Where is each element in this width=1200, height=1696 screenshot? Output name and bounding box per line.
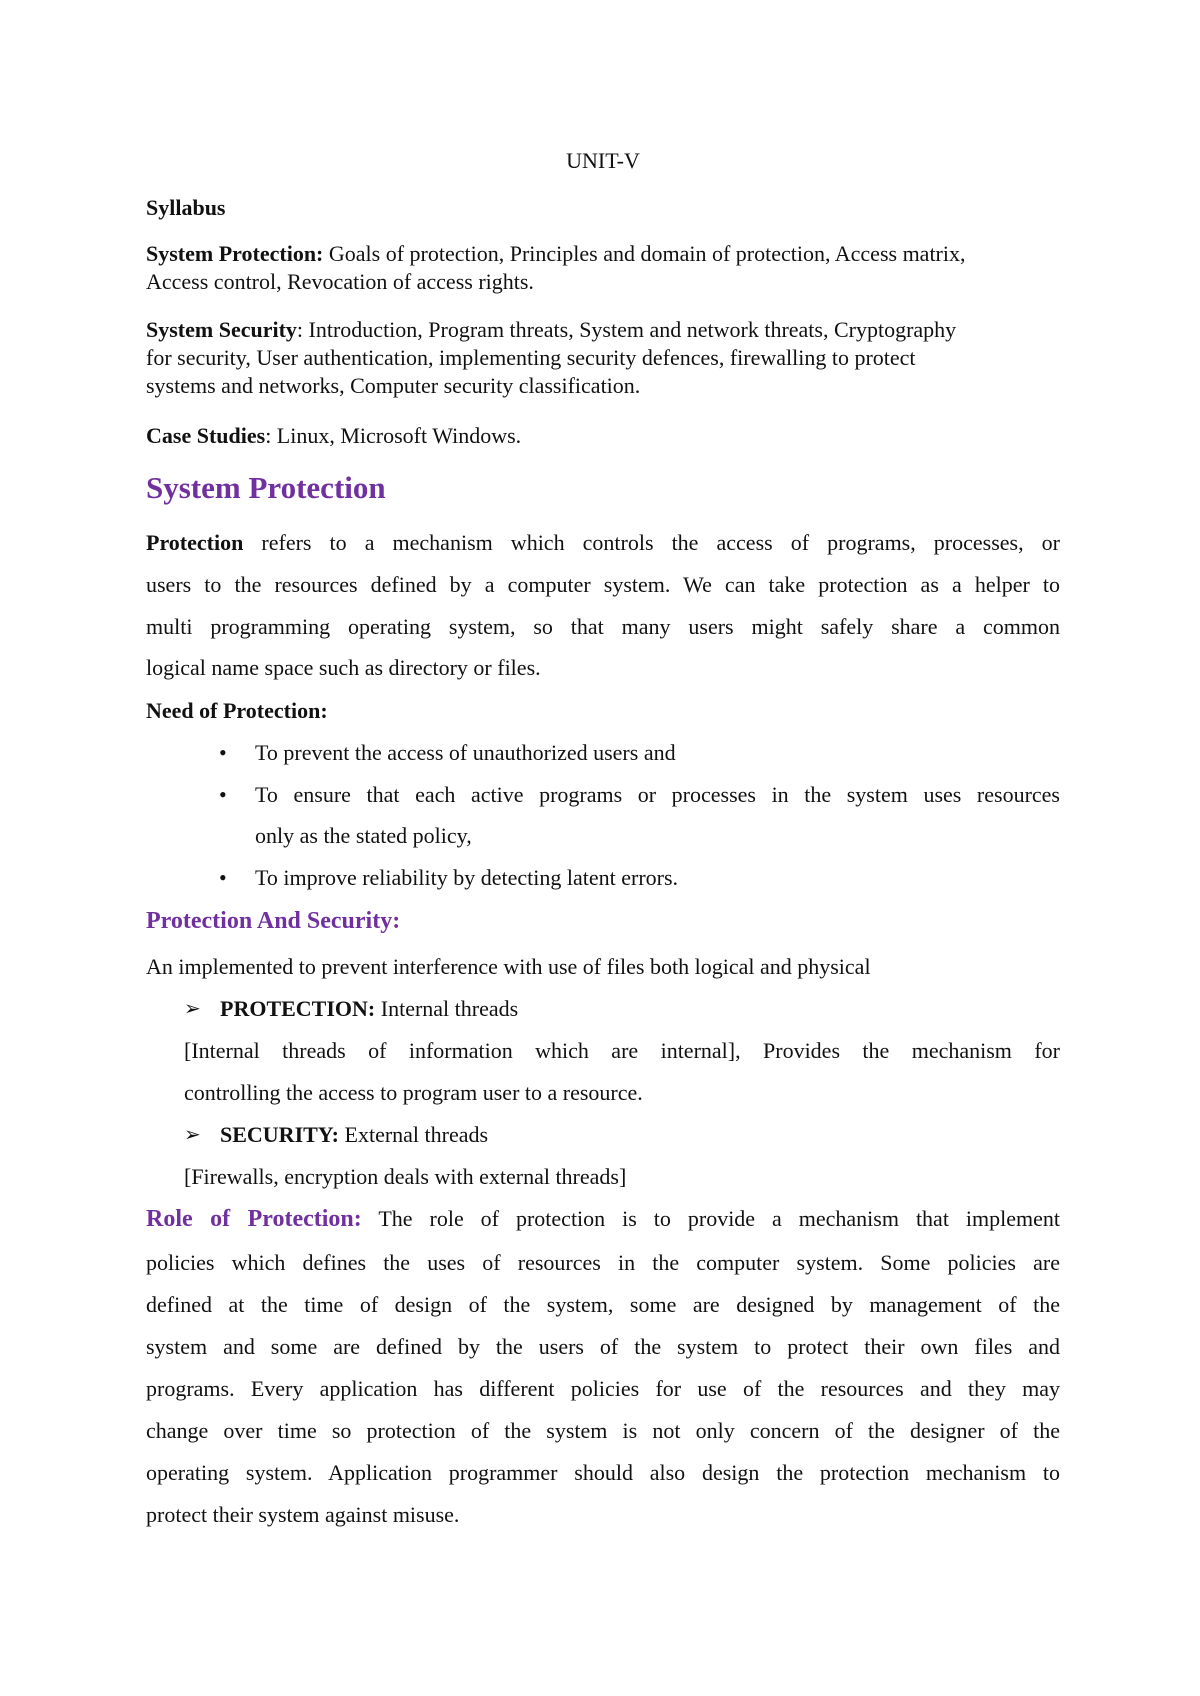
role-of-protection-heading: Role of Protection:	[146, 1206, 362, 1232]
need-item-1: To prevent the access of unauthorized users and	[255, 740, 676, 765]
unit-title: UNIT-V	[566, 148, 640, 173]
protection-label: PROTECTION:	[220, 996, 376, 1021]
protection-intro-line4: logical name space such as directory or files.	[146, 655, 541, 680]
syllabus-case-studies	[146, 420, 1060, 451]
protection-text: Internal threads	[375, 996, 519, 1021]
system-protection-heading: System Protection	[146, 470, 386, 505]
role-line7: operating system. Application programmer should also design the protection mechanism to	[146, 1460, 1060, 1485]
security-desc-line1: [Firewalls, encryption deals with external threads]	[184, 1164, 627, 1189]
system-security-label: System Security	[146, 317, 297, 342]
protection-and-security-heading: Protection And Security:	[146, 908, 401, 934]
protection-intro-label: Protection	[146, 530, 244, 555]
system-security-line1: : Introduction, Program threats, System and network threats, Cryptography	[296, 317, 957, 342]
role-line2: policies which defines the uses of resources in the computer system. Some policies are	[146, 1250, 1060, 1275]
protection-desc-line1: [Internal threads of information which are internal], Provides the mechanism for	[184, 1038, 1060, 1063]
system-protection-line2: Access control, Revocation of access rights.	[146, 269, 534, 294]
arrow-bullet-icon: ➢	[184, 1124, 201, 1146]
system-security-line2: for security, User authentication, implementing security defences, firewalling to protect	[146, 345, 916, 370]
bullet-icon: •	[219, 865, 227, 890]
bullet-icon: •	[219, 740, 227, 765]
security-label: SECURITY:	[220, 1122, 340, 1147]
system-security-line3: systems and networks, Computer security classification.	[146, 373, 641, 398]
syllabus-heading: Syllabus	[146, 195, 226, 220]
role-line4: system and some are defined by the users of the system to protect their own files and	[146, 1334, 1060, 1359]
need-item-2-line1: To ensure that each active programs or processes in the system uses resources	[255, 782, 1060, 807]
bullet-icon: •	[219, 782, 227, 807]
protection-intro-line2: users to the resources defined by a computer system. We can take protection as a helper to	[146, 572, 1060, 597]
need-item-2-line2: only as the stated policy,	[255, 823, 472, 848]
case-studies-label: Case Studies	[146, 423, 266, 448]
role-line5: programs. Every application has different policies for use of the resources and they may	[146, 1376, 1060, 1401]
role-line8: protect their system against misuse.	[146, 1502, 460, 1527]
role-line3: defined at the time of design of the system, some are designed by management of the	[146, 1292, 1060, 1317]
need-of-protection-heading: Need of Protection:	[146, 698, 328, 723]
need-item-3: To improve reliability by detecting latent errors.	[255, 865, 679, 890]
arrow-bullet-icon: ➢	[184, 998, 201, 1020]
protection-intro-line3: multi programming operating system, so that many users might safely share a common	[146, 614, 1060, 639]
role-line6: change over time so protection of the system is not only concern of the designer of the	[146, 1418, 1060, 1443]
role-line1: The role of protection is to provide a mechanism that implement	[361, 1206, 1060, 1231]
system-protection-line1: Goals of protection, Principles and domain of protection, Access matrix,	[323, 241, 966, 266]
security-text: External threads	[339, 1122, 489, 1147]
protection-intro-line1: refers to a mechanism which controls the access of programs, processes, or	[243, 530, 1060, 555]
protection-and-security-intro: An implemented to prevent interference with use of files both logical and physical	[146, 954, 871, 979]
system-protection-label: System Protection:	[146, 241, 324, 266]
protection-desc-line2: controlling the access to program user to a resource.	[184, 1080, 643, 1105]
case-studies-text: : Linux, Microsoft Windows.	[265, 423, 522, 448]
